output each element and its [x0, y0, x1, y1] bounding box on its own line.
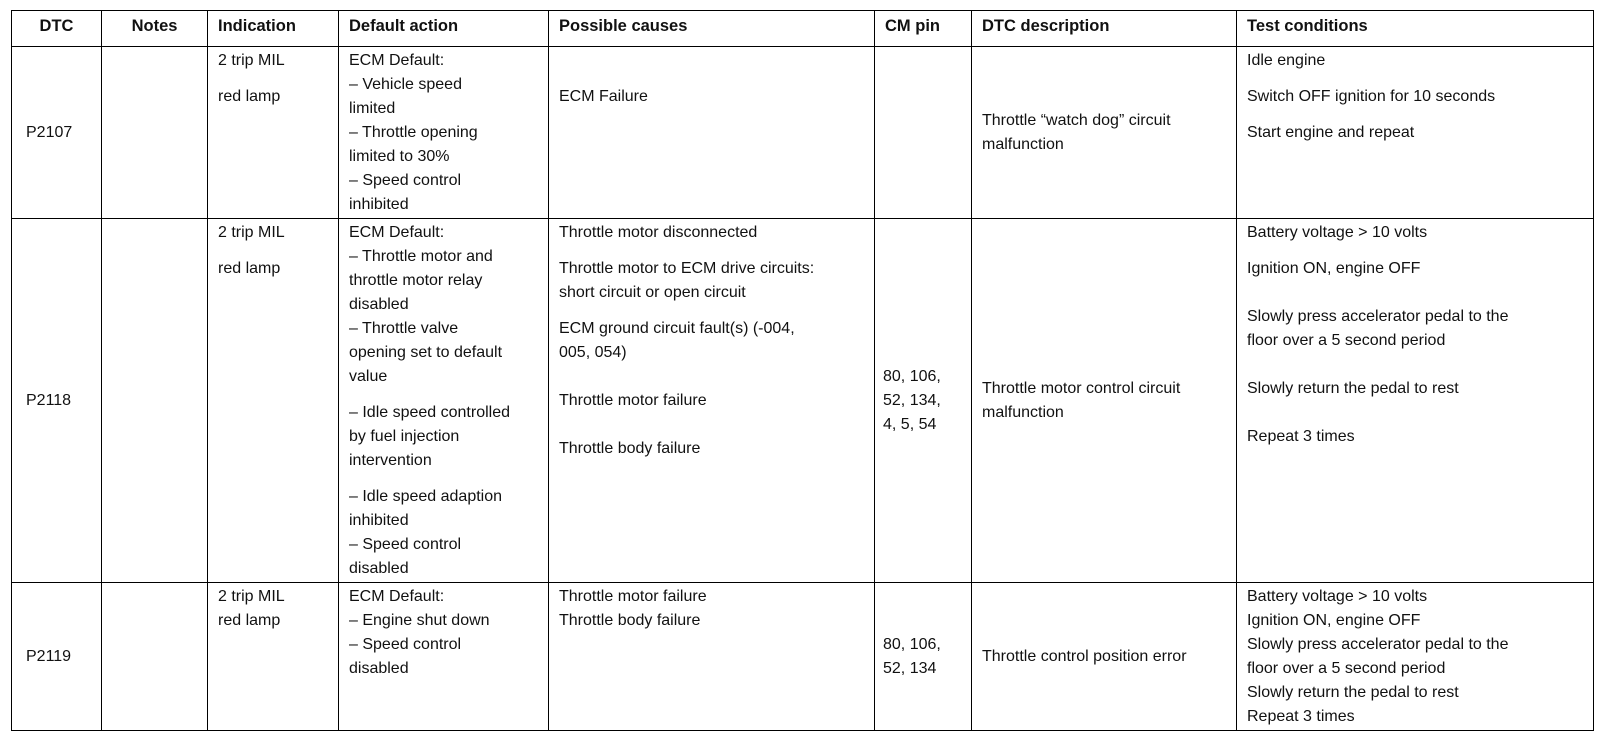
cm-pin-cell [875, 47, 972, 219]
cell-line: Start engine and repeat [1247, 124, 1415, 141]
cell-line [559, 245, 874, 257]
cell-line: 52, 134, [883, 391, 941, 409]
cell-line: Idle engine [1247, 52, 1326, 69]
default-action-cell [339, 219, 549, 583]
cell-line: 52, 134 [883, 659, 937, 677]
cell-line: disabled [349, 660, 409, 677]
cell-line [559, 413, 874, 425]
possible-causes-cell [549, 47, 875, 219]
cell-line: value [349, 368, 388, 385]
cell-line: inhibited [349, 196, 409, 213]
dtc-description-cell [972, 47, 1237, 219]
cell-line: ECM Default: [349, 52, 445, 69]
cell-line: red lamp [218, 260, 281, 277]
header-notes: Notes [102, 11, 208, 47]
cell-line [1247, 353, 1593, 365]
cell-line: 4, 5, 54 [883, 415, 937, 433]
dtc-cell: P2107 [12, 47, 102, 219]
test-conditions-cell [1237, 47, 1594, 219]
cell-line: 2 trip MIL [218, 52, 285, 69]
cell-line: Throttle control position error [982, 648, 1187, 665]
cell-line [1247, 109, 1593, 121]
cell-line: Slowly return the pedal to rest [1247, 380, 1459, 397]
cell-line: limited [349, 100, 396, 117]
cell-line: by fuel injection [349, 428, 460, 445]
cell-line: Throttle motor control circuit [982, 380, 1181, 397]
cell-line [218, 73, 338, 85]
header-default-action: Default action [339, 11, 549, 47]
cell-line: Switch OFF ignition for 10 seconds [1247, 88, 1496, 105]
dtc-cell: P2118 [12, 219, 102, 583]
table-body [12, 47, 1594, 731]
table-header-row [12, 11, 1594, 47]
cell-line: 80, 106, [883, 367, 941, 385]
notes-cell [102, 583, 208, 731]
header-possible-causes: Possible causes [549, 11, 875, 47]
cell-line: ECM Default: [349, 224, 445, 241]
cell-line: ECM Default: [349, 588, 445, 605]
cell-line: malfunction [982, 136, 1064, 153]
cell-line: – Vehicle speed [349, 76, 462, 93]
cell-line: – Throttle valve [349, 320, 459, 337]
header-dtc: DTC [12, 11, 102, 47]
cell-line [559, 365, 874, 377]
indication-cell [208, 583, 339, 731]
indication-cell [208, 219, 339, 583]
cell-line [559, 73, 874, 85]
cell-line [1247, 365, 1593, 377]
cell-line: inhibited [349, 512, 409, 529]
cell-line: intervention [349, 452, 432, 469]
default-action-cell [339, 583, 549, 731]
test-conditions-cell [1237, 583, 1594, 731]
cell-line [1247, 245, 1593, 257]
cell-line: Ignition ON, engine OFF [1247, 260, 1421, 277]
header-cm-pin: CM pin [875, 11, 972, 47]
cell-line: Throttle motor disconnected [559, 224, 758, 241]
cell-line: – Speed control [349, 172, 462, 189]
cell-line: red lamp [218, 88, 281, 105]
cell-line [559, 305, 874, 317]
cell-line: Throttle body failure [559, 612, 701, 629]
header-test-conditions: Test conditions [1237, 11, 1594, 47]
notes-cell [102, 47, 208, 219]
cell-line: disabled [349, 560, 409, 577]
cell-line: Repeat 3 times [1247, 708, 1355, 725]
cell-line [1247, 413, 1593, 425]
cell-line: Slowly press accelerator pedal to the [1247, 636, 1509, 653]
cell-line: – Throttle opening [349, 124, 478, 141]
cell-line: Throttle “watch dog” circuit [982, 112, 1171, 129]
cell-line [349, 473, 548, 485]
cell-line [1247, 281, 1593, 293]
cell-line: – Throttle motor and [349, 248, 493, 265]
cell-line: 2 trip MIL [218, 588, 285, 605]
test-conditions-cell [1237, 219, 1594, 583]
table-row [12, 583, 1594, 731]
cell-line: Repeat 3 times [1247, 428, 1355, 445]
cell-line: ECM ground circuit fault(s) (-004, [559, 320, 795, 337]
cell-line [349, 389, 548, 401]
cell-line [559, 377, 874, 389]
cell-line: Throttle motor to ECM drive circuits: [559, 260, 815, 277]
possible-causes-cell [549, 583, 875, 731]
header-dtc-description: DTC description [972, 11, 1237, 47]
cell-line: Slowly press accelerator pedal to the [1247, 308, 1509, 325]
cell-line: Battery voltage > 10 volts [1247, 588, 1428, 605]
cell-line: – Idle speed adaption [349, 488, 503, 505]
cm-pin-cell [875, 219, 972, 583]
cell-line: – Idle speed controlled [349, 404, 510, 421]
cell-line: 80, 106, [883, 635, 941, 653]
cell-line [559, 49, 874, 61]
cell-line: – Speed control [349, 536, 462, 553]
cell-line: ECM Failure [559, 88, 648, 105]
cell-line: opening set to default [349, 344, 503, 361]
cell-line: 005, 054) [559, 344, 627, 361]
cell-line: Throttle body failure [559, 440, 701, 457]
cell-line [559, 61, 874, 73]
cell-line: Throttle motor failure [559, 588, 707, 605]
dtc-table [11, 10, 1594, 731]
default-action-cell [339, 47, 549, 219]
table-row [12, 219, 1594, 583]
cell-line: short circuit or open circuit [559, 284, 746, 301]
cell-line: disabled [349, 296, 409, 313]
cell-line: limited to 30% [349, 148, 450, 165]
cell-line: red lamp [218, 612, 281, 629]
cell-line: 2 trip MIL [218, 224, 285, 241]
cell-line [559, 425, 874, 437]
cell-line: malfunction [982, 404, 1064, 421]
cell-line [1247, 401, 1593, 413]
table-row [12, 47, 1594, 219]
header-indication: Indication [208, 11, 339, 47]
cell-line: Slowly return the pedal to rest [1247, 684, 1459, 701]
dtc-cell: P2119 [12, 583, 102, 731]
notes-cell [102, 219, 208, 583]
cell-line: Ignition ON, engine OFF [1247, 612, 1421, 629]
cell-line: floor over a 5 second period [1247, 660, 1446, 677]
dtc-description-cell [972, 219, 1237, 583]
possible-causes-cell [549, 219, 875, 583]
indication-cell [208, 47, 339, 219]
cell-line [1247, 293, 1593, 305]
cm-pin-cell [875, 583, 972, 731]
cell-line: throttle motor relay [349, 272, 483, 289]
cell-line: Throttle motor failure [559, 392, 707, 409]
cell-line: Battery voltage > 10 volts [1247, 224, 1428, 241]
cell-line [218, 245, 338, 257]
cell-line: – Speed control [349, 636, 462, 653]
cell-line [1247, 73, 1593, 85]
dtc-description-cell [972, 583, 1237, 731]
cell-line: – Engine shut down [349, 612, 490, 629]
cell-line: floor over a 5 second period [1247, 332, 1446, 349]
